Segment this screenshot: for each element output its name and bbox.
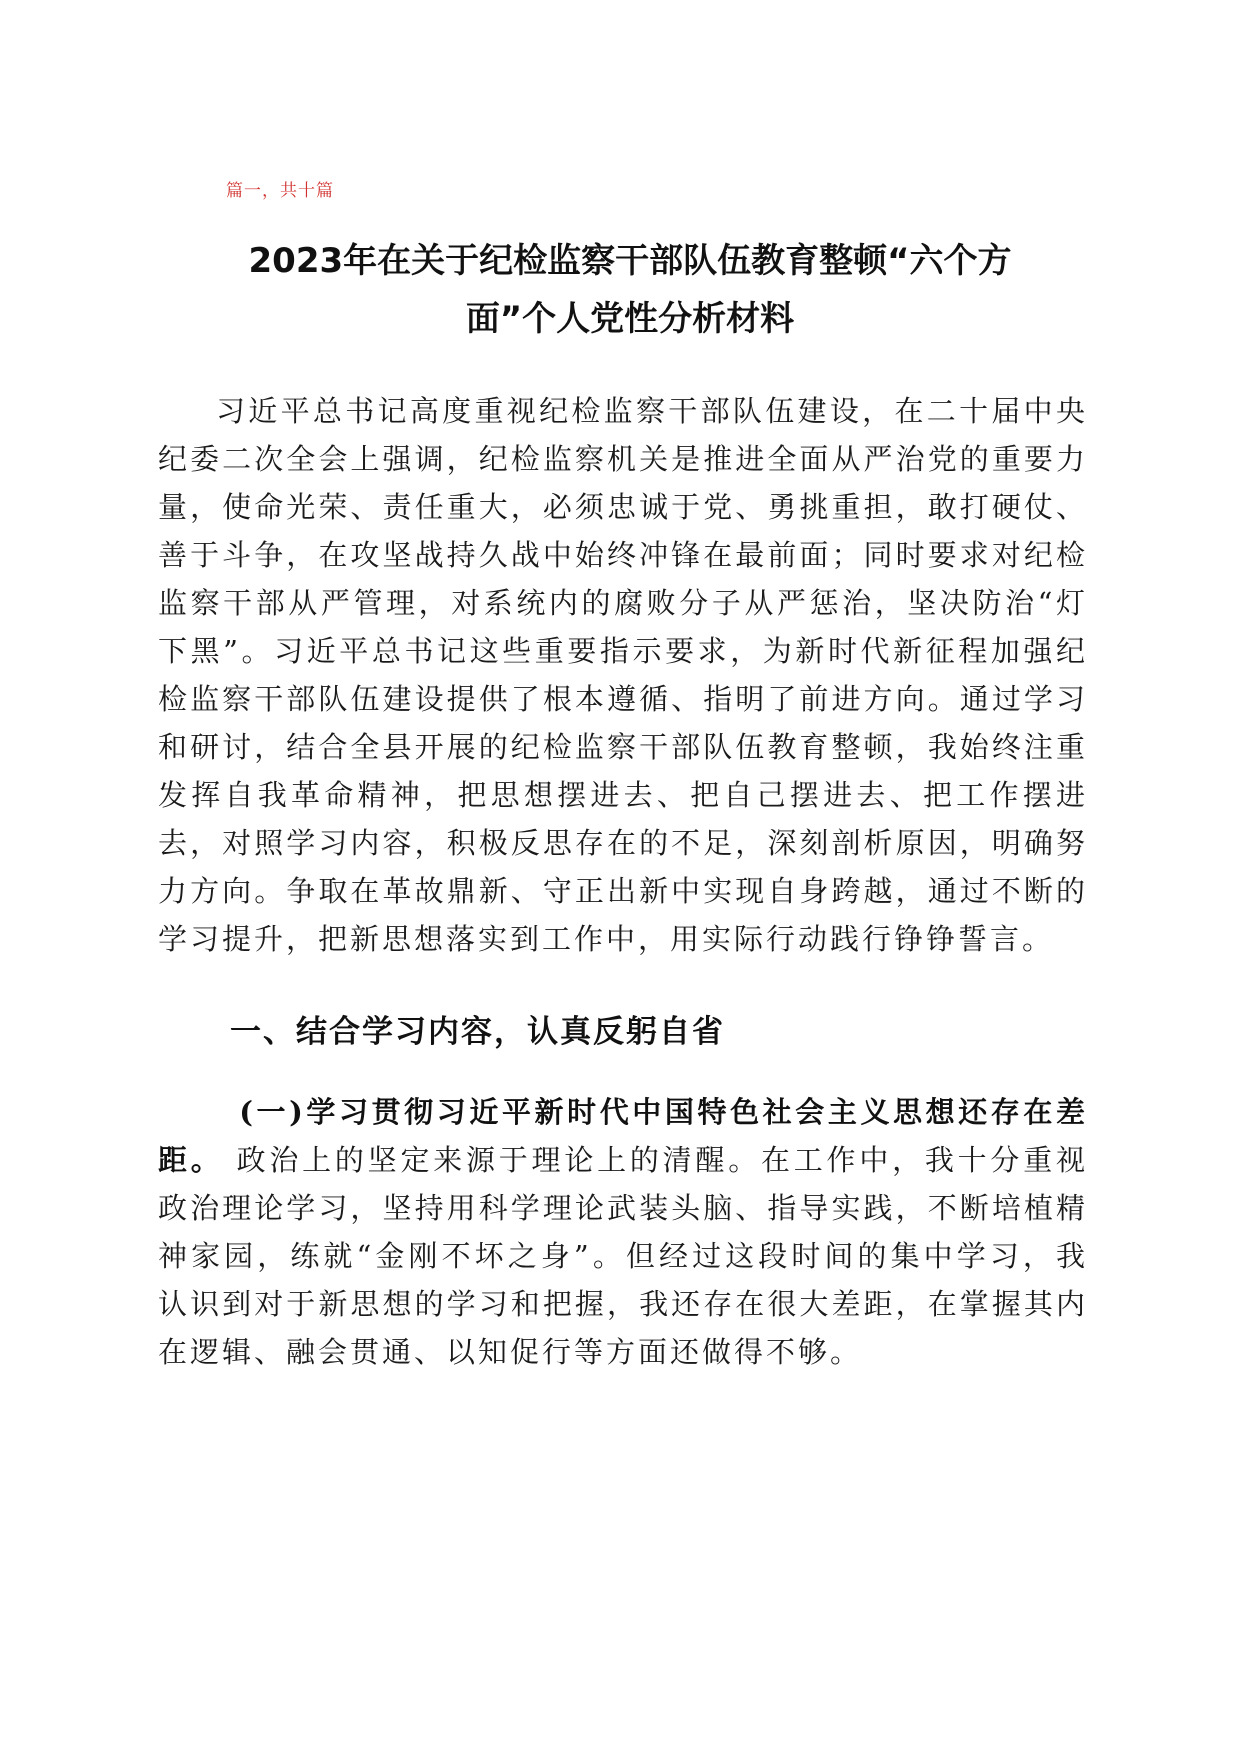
section-paragraph	[158, 1088, 1088, 1376]
document-title-line-1: 2023年在关于纪检监察干部队伍教育整顿“六个方	[248, 241, 1012, 281]
paragraph-subheading: (一)学习贯彻习近平新时代中国特色社会主义思想还存在差距。	[158, 1095, 1088, 1177]
intro-paragraph: 习近平总书记高度重视纪检监察干部队伍建设，在二十届中央纪委二次全会上强调，纪检监察机关是推进全面从严治党的重要力量，使命光荣、责任重大，必须忠诚于党、勇挑重担，敢打硬仗、善于斗争，在攻坚战持久战中始终冲锋在最前面；同时要求对纪检监察干部从严管理，对系统内的腐败分子从严惩治，坚决防治“灯下黑”。习近平总书记这些重要指示要求，为新时代新征程加强纪检监察干部队伍建设提供了根本遵循、指明了前进方向。通过学习和研讨，结合全县开展的纪检监察干部队伍教育整顿，我始终注重发挥自我革命精神，把思想摆进去、把自己摆进去、把工作摆进去，对照学习内容，积极反思存在的不足，深刻剖析原因，明确努力方向。争取在革故鼎新、守正出新中实现自身跨越，通过不断的学习提升，把新思想落实到工作中，用实际行动践行铮铮誓言。	[158, 394, 1088, 956]
section-heading: 一、结合学习内容，认真反躬自省	[230, 1014, 725, 1050]
document-title-line-2: 面”个人党性分析材料	[465, 299, 795, 339]
paragraph-text: 政治上的坚定来源于理论上的清醒。在工作中，我十分重视政治理论学习，坚持用科学理论武装头脑、指导实践，不断培植精神家园，练就“金刚不坏之身”。但经过这段时间的集中学习，我认识到对于新思想的学习和把握，我还存在很大差距，在掌握其内在逻辑、融会贯通、以知促行等方面还做得不够。	[158, 1143, 1088, 1369]
series-note: 篇一，共十篇	[226, 181, 334, 201]
document-title	[200, 232, 1060, 348]
